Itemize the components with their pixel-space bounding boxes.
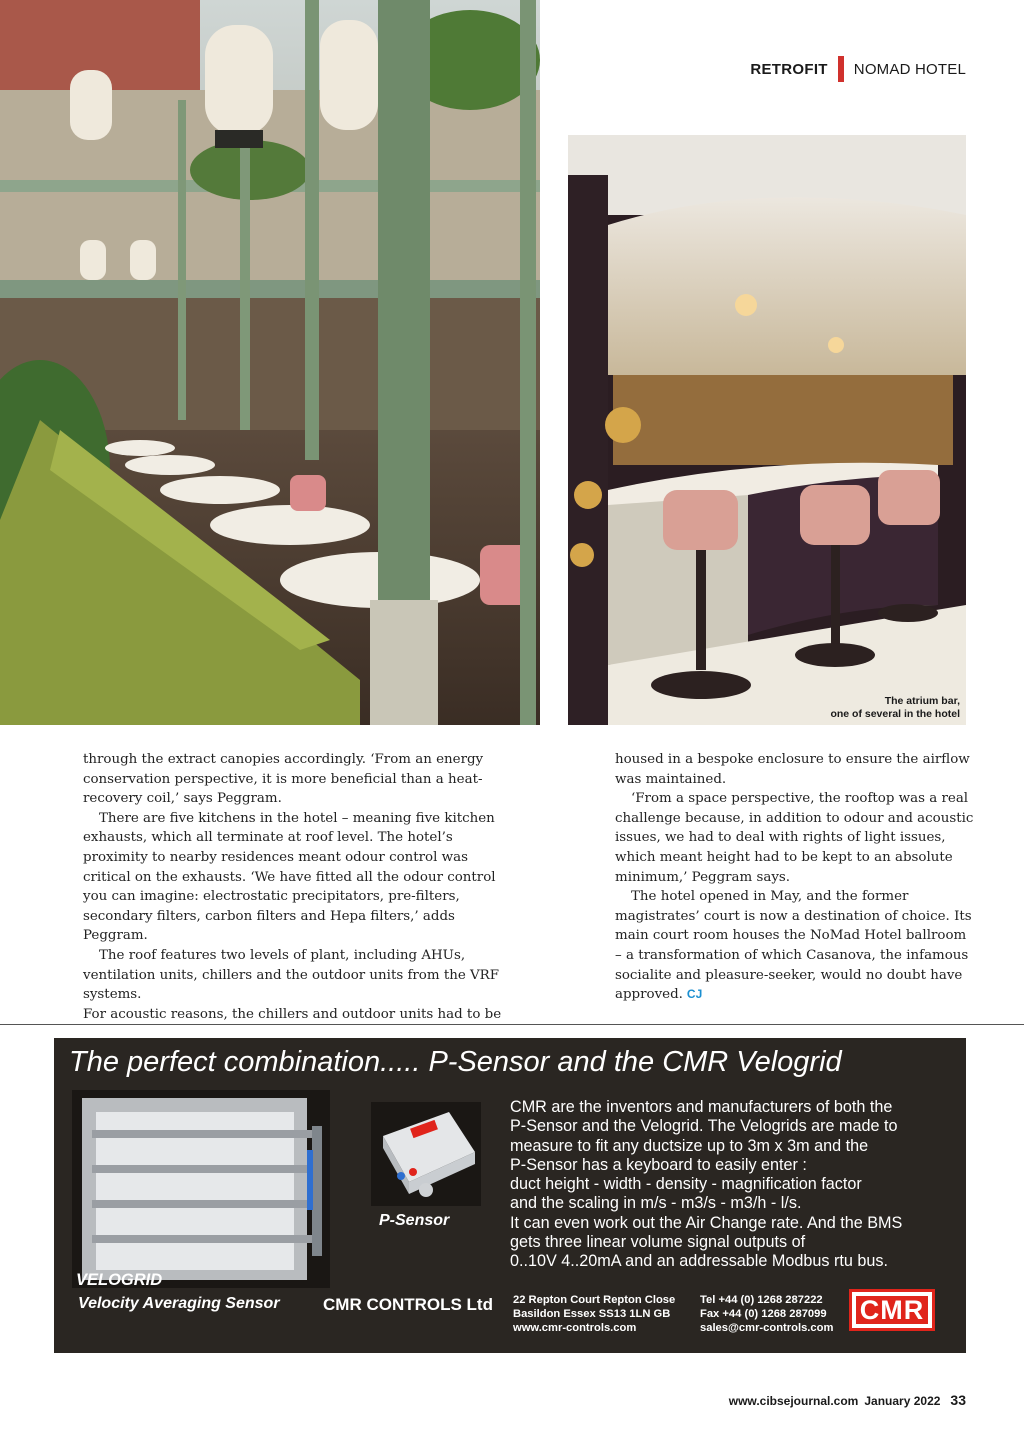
company-name: CMR CONTROLS Ltd bbox=[323, 1295, 493, 1314]
bar-photo bbox=[568, 135, 966, 725]
company-address: 22 Repton Court Repton Close Basildon Essex SS13 1LN GB www.cmr-controls.com bbox=[513, 1294, 676, 1334]
psensor-label: P-Sensor bbox=[379, 1212, 450, 1229]
header-divider bbox=[838, 56, 844, 82]
paragraph: The roof features two levels of plant, including AHUs, ventilation units, chillers and the outdoor units from the VRF systems. bbox=[83, 947, 500, 1003]
paragraph-text: The hotel opened in May, and the former magistrates’ court is now a destination of choice. Its main court room houses the NoMad Hotel ballroom – a transformation of which Casanova, the infamous socialite and pleasure-seeker, would no doubt have approved. bbox=[615, 889, 972, 1003]
paragraph: housed in a bespoke enclosure to ensure the airflow was maintained. bbox=[615, 752, 970, 787]
article-column-left bbox=[83, 750, 513, 1024]
atrium-restaurant-photo-icon bbox=[0, 0, 540, 725]
cmr-advert bbox=[54, 1038, 966, 1353]
photo-caption bbox=[830, 695, 960, 721]
advert-headline: The perfect combination..... P-Sensor and the CMR Velogrid bbox=[69, 1046, 842, 1078]
topic-label: NOMAD HOTEL bbox=[853, 60, 966, 78]
velogrid-title: VELOGRID bbox=[76, 1271, 163, 1289]
company-contact: Tel +44 (0) 1268 287222 Fax +44 (0) 1268 287099 sales@cmr-controls.com bbox=[700, 1294, 834, 1334]
article-column-right bbox=[615, 750, 975, 1005]
velogrid-product-image bbox=[72, 1090, 330, 1288]
psensor-product-image bbox=[371, 1102, 481, 1206]
atrium-bar-photo-icon bbox=[568, 135, 966, 725]
paragraph: through the extract canopies accordingly. ‘From an energy conservation perspective, it is more beneficial than a heat-recovery coil,’ says Peggram. bbox=[83, 752, 484, 807]
page-number: 33 bbox=[950, 1392, 966, 1408]
end-mark: CJ bbox=[686, 987, 703, 1002]
advert-description: CMR are the inventors and manufacturers of both the P-Sensor and the Velogrid. The Velogrids are made to measure to fit any ductsize up to 3m x 3m and the P-Sensor has a keyboard to easily enter : duct height - width - density - magnification factor and the scaling in m/s - m3/s - m3/h - l/s. It can even work out the Air Change rate. And the BMS gets three linear volume signal outputs of 0..10V 4..20mA and an addressable Modbus rtu bus. bbox=[510, 1098, 903, 1271]
section-header bbox=[750, 56, 966, 82]
paragraph: For acoustic reasons, the chillers and outdoor units had to be bbox=[83, 1006, 502, 1022]
velogrid-icon bbox=[72, 1090, 330, 1288]
velogrid-subtitle: Velocity Averaging Sensor bbox=[78, 1295, 280, 1312]
divider-rule bbox=[0, 1024, 1024, 1025]
caption-line-1: The atrium bar, bbox=[884, 695, 960, 707]
cmr-logo bbox=[849, 1289, 935, 1331]
paragraph: There are five kitchens in the hotel – meaning five kitchen exhausts, which all terminate at roof level. The hotel’s proximity to nearby residences meant odour control was critical on the exhausts. ‘We have fitted all the odour control you can imagine: electrostatic precipitators, pre-filters, secondary filters, carbon filters and Hepa filters,’ adds Peggram. bbox=[83, 810, 496, 944]
logo-text: CMR bbox=[856, 1296, 928, 1324]
caption-line-2: one of several in the hotel bbox=[830, 708, 960, 720]
psensor-icon bbox=[371, 1102, 481, 1206]
paragraph: ‘From a space perspective, the rooftop was a real challenge because, in addition to odour and acoustic issues, we had to deal with rights of light issues, which meant height had to be kept to an absolute minimum,’ Peggram says. bbox=[615, 791, 974, 885]
footer-date: January 2022 bbox=[864, 1394, 941, 1408]
footer-site: www.cibsejournal.com bbox=[728, 1394, 859, 1408]
paragraph-last bbox=[615, 887, 975, 1005]
atrium-photo bbox=[0, 0, 540, 725]
section-label: RETROFIT bbox=[750, 60, 828, 78]
page-footer bbox=[729, 1392, 966, 1408]
